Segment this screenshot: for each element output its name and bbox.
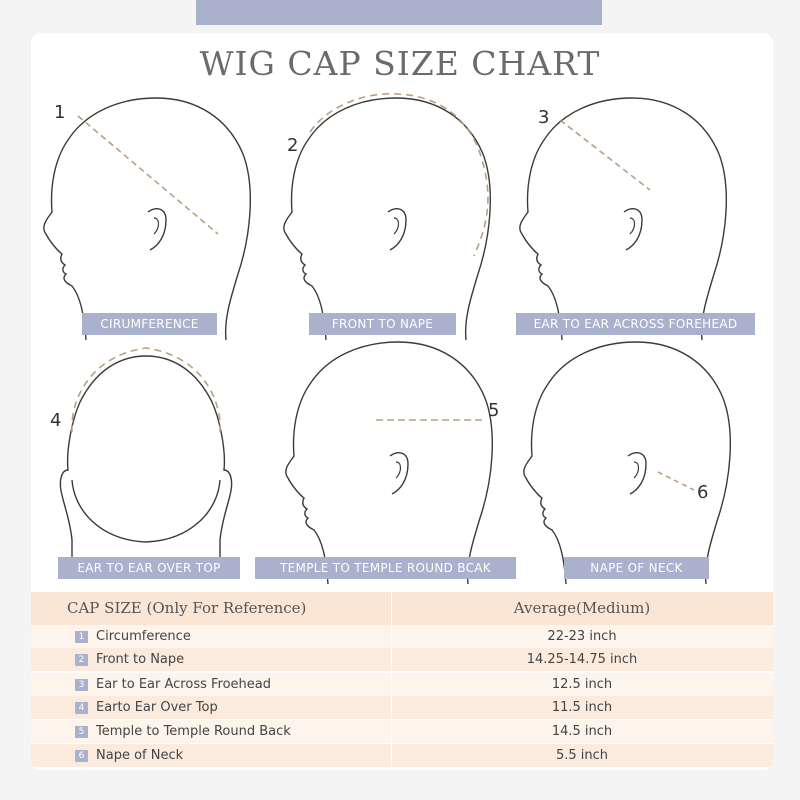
table-header-average: Average(Medium): [513, 599, 651, 617]
row-measure-name: Circumference: [96, 629, 191, 644]
label-temple-to-temple: TEMPLE TO TEMPLE ROUND BCAK: [255, 557, 516, 579]
diagram-number-6: 6: [697, 482, 709, 503]
diagram-number-5: 5: [488, 400, 500, 421]
diagram-number-1: 1: [54, 102, 66, 123]
table-header-cap-size: CAP SIZE (Only For Reference): [67, 599, 307, 617]
table-row: [31, 744, 773, 767]
size-table: [31, 592, 773, 770]
row-measure-value: 14.5 inch: [551, 724, 613, 739]
row-measure-value: 5.5 inch: [555, 748, 609, 763]
row-number-badge: 2: [75, 654, 88, 666]
row-measure-name: Nape of Neck: [96, 748, 184, 763]
diagram-number-4: 4: [50, 410, 62, 431]
diagram-number-2: 2: [287, 135, 299, 156]
row-measure-value: 11.5 inch: [551, 700, 613, 715]
diagram-nape-of-neck: [524, 342, 730, 584]
row-number-badge: 5: [75, 726, 88, 738]
table-row: [31, 648, 773, 671]
table-row: [31, 673, 773, 696]
row-number-badge: 3: [75, 679, 88, 691]
row-measure-value: 14.25-14.75 inch: [526, 652, 638, 667]
diagram-number-3: 3: [538, 107, 550, 128]
row-measure-value: 22-23 inch: [547, 629, 617, 644]
label-ear-to-ear-forehead: EAR TO EAR ACROSS FOREHEAD: [516, 313, 755, 335]
table-row: [31, 720, 773, 743]
row-number-badge: 4: [75, 702, 88, 714]
diagram-circumference: [44, 98, 250, 340]
table-row: [31, 696, 773, 719]
row-number-badge: 6: [75, 750, 88, 762]
label-circumference: CIRUMFERENCE: [82, 313, 217, 335]
row-measure-name: Temple to Temple Round Back: [96, 724, 291, 739]
diagram-ear-to-ear-forehead: [520, 98, 726, 340]
diagram-ear-to-ear-top: [60, 348, 231, 560]
row-number-badge: 1: [75, 631, 88, 643]
table-row: [31, 625, 773, 648]
row-measure-name: Earto Ear Over Top: [96, 700, 218, 715]
diagram-temple-to-temple: [286, 342, 492, 584]
page-title: WIG CAP SIZE CHART: [199, 44, 601, 83]
label-front-to-nape: FRONT TO NAPE: [309, 313, 456, 335]
diagram-front-to-nape: [284, 94, 490, 340]
row-measure-value: 12.5 inch: [551, 677, 613, 692]
row-measure-name: Front to Nape: [96, 652, 185, 667]
label-ear-to-ear-top: EAR TO EAR OVER TOP: [58, 557, 240, 579]
label-nape-of-neck: NAPE OF NECK: [564, 557, 709, 579]
row-measure-name: Ear to Ear Across Froehead: [96, 677, 271, 692]
table-header: [31, 592, 773, 625]
table-column-divider: [391, 592, 392, 770]
